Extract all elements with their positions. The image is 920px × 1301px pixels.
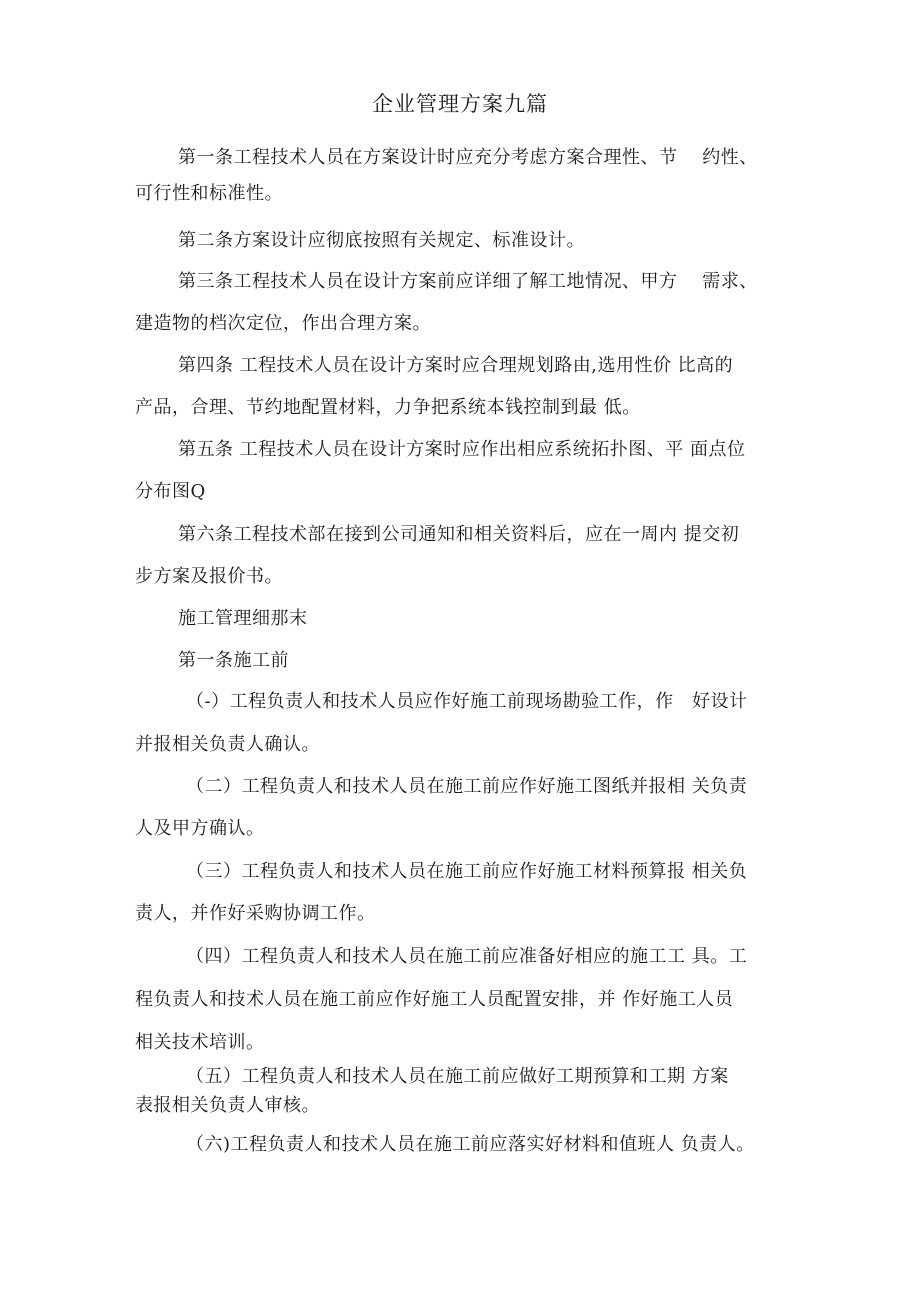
- paragraph-line: 第四条 工程技术人员在设计方案时应合理规划路由,选用性价 比高的: [178, 355, 734, 376]
- paragraph-line: 第五条 工程技术人员在设计方案时应作出相应系统拓扑图、平 面点位: [178, 439, 746, 460]
- paragraph-line: 表报相关负责人审核。: [135, 1095, 320, 1116]
- paragraph-line: 步方案及报价书。: [135, 566, 283, 587]
- paragraph-line: 第二条方案设计应彻底按照有关规定、标准设计。: [178, 230, 585, 251]
- section-heading: 施工管理细那末: [178, 608, 308, 629]
- paragraph-line: 责人，并作好采购协调工作。: [135, 903, 376, 924]
- paragraph-line: 并报相关负责人确认。: [135, 734, 320, 755]
- paragraph-line: 建造物的档次定位，作出合理方案。: [135, 313, 431, 334]
- paragraph-line: （四）工程负责人和技术人员在施工前应准备好相应的施工工 具。工: [186, 946, 748, 967]
- paragraph-line: 程负责人和技术人员在施工前应作好施工人员配置安排，并 作好施工人员: [135, 989, 734, 1010]
- paragraph-line: （六)工程负责人和技术人员在施工前应落实好材料和值班人 负责人。: [186, 1134, 755, 1155]
- paragraph-line: 第一条工程技术人员在方案设计时应充分考虑方案合理性、节 约性、: [178, 147, 758, 168]
- paragraph-line: 产品，合理、节约地配置材料，力争把系统本钱控制到最 低。: [135, 397, 641, 418]
- paragraph-line: 人及甲方确认。: [135, 818, 265, 839]
- paragraph-line: 可行性和标准性。: [135, 183, 283, 204]
- document-title: 企业管理方案九篇: [372, 92, 548, 116]
- paragraph-line: 相关技术培训。: [135, 1032, 265, 1053]
- paragraph-line: （-）工程负责人和技术人员应作好施工前现场勘验工作，作 好设计: [186, 691, 748, 712]
- section-subheading: 第一条施工前: [178, 650, 289, 671]
- paragraph-line: 第三条工程技术人员在设计方案前应详细了解工地情况、甲方 需求、: [178, 271, 758, 292]
- paragraph-line: 第六条工程技术部在接到公司通知和相关资料后，应在一周内 提交初: [178, 524, 740, 545]
- paragraph-line: 分布图Q: [135, 481, 206, 502]
- paragraph-line: （五）工程负责人和技术人员在施工前应做好工期预算和工期 方案: [186, 1066, 729, 1087]
- paragraph-line: （三）工程负责人和技术人员在施工前应作好施工材料预算报 相关负: [186, 861, 748, 882]
- paragraph-line: （二）工程负责人和技术人员在施工前应作好施工图纸并报相 关负责: [186, 776, 748, 797]
